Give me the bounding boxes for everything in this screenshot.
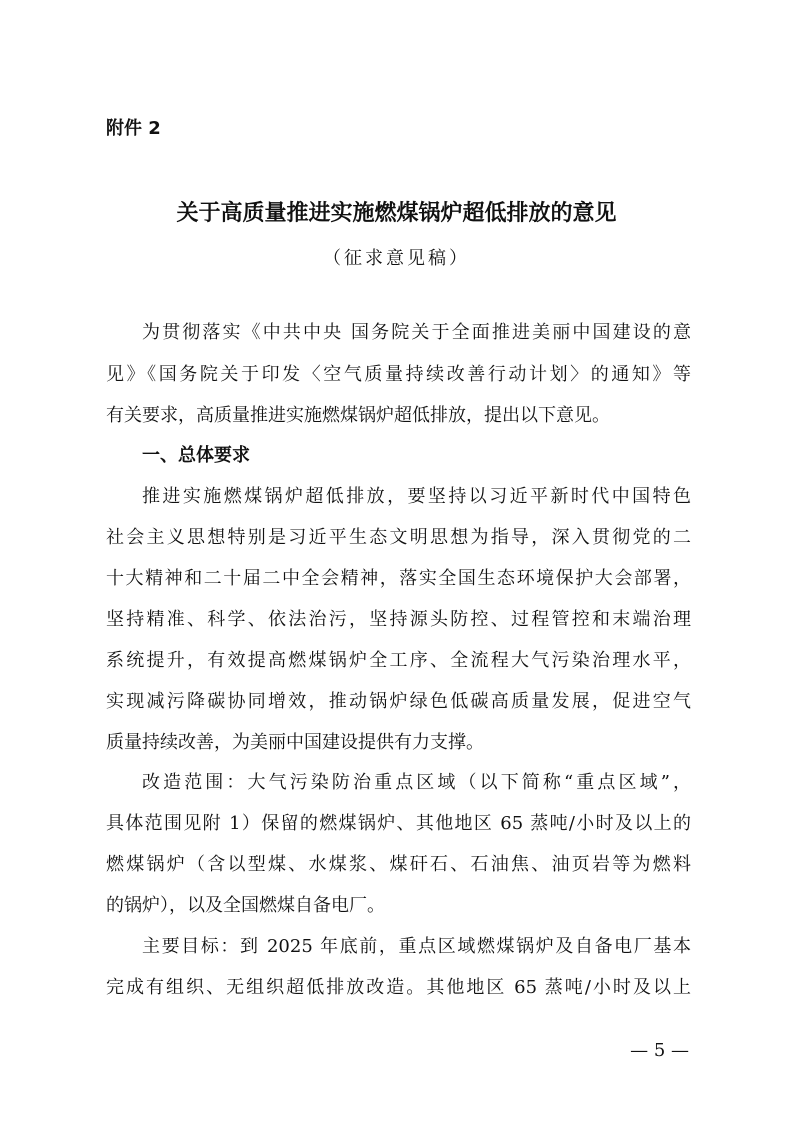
attachment-label: 附件 2 [106, 118, 161, 139]
text-line: 见》《国务院关于印发〈空气质量持续改善行动计划〉的通知》等 [106, 364, 691, 385]
text-line: 燃煤锅炉（含以型煤、水煤浆、煤矸石、石油焦、油页岩等为燃料 [106, 854, 691, 875]
text-line: 系统提升，有效提高燃煤锅炉全工序、全流程大气污染治理水平， [106, 650, 691, 671]
text-line: 主要目标：到 2025 年底前，重点区域燃煤锅炉及自备电厂基本 [142, 936, 691, 957]
text-line: 为贯彻落实《中共中央 国务院关于全面推进美丽中国建设的意 [142, 322, 691, 343]
text-line: 具体范围见附 1）保留的燃煤锅炉、其他地区 65 蒸吨/小时及以上的 [106, 813, 691, 834]
text-line: 有关要求，高质量推进实施燃煤锅炉超低排放，提出以下意见。 [106, 405, 610, 426]
page-number: — 5 — [630, 1040, 689, 1061]
document-title: 关于高质量推进实施燃煤锅炉超低排放的意见 [176, 201, 617, 226]
text-line: 十大精神和二十届二中全会精神，落实全国生态环境保护大会部署， [106, 568, 691, 589]
text-line: 改造范围：大气污染防治重点区域（以下简称“重点区域”， [142, 772, 691, 793]
text-line: 实现减污降碳协同增效，推动锅炉绿色低碳高质量发展，促进空气 [106, 691, 691, 712]
text-line: 坚持精准、科学、依法治污，坚持源头防控、过程管控和末端治理 [106, 609, 691, 630]
text-line: 完成有组织、无组织超低排放改造。其他地区 65 蒸吨/小时及以上 [106, 977, 691, 998]
text-line: 推进实施燃煤锅炉超低排放，要坚持以习近平新时代中国特色 [142, 486, 691, 507]
text-line: 的锅炉），以及全国燃煤自备电厂。 [106, 895, 385, 916]
document-subtitle: （征求意见稿） [323, 248, 470, 269]
text-line: 社会主义思想特别是习近平生态文明思想为指导，深入贯彻党的二 [106, 527, 691, 548]
text-line: 质量持续改善，为美丽中国建设提供有力支撑。 [106, 732, 484, 753]
section-heading: 一、总体要求 [142, 445, 250, 466]
